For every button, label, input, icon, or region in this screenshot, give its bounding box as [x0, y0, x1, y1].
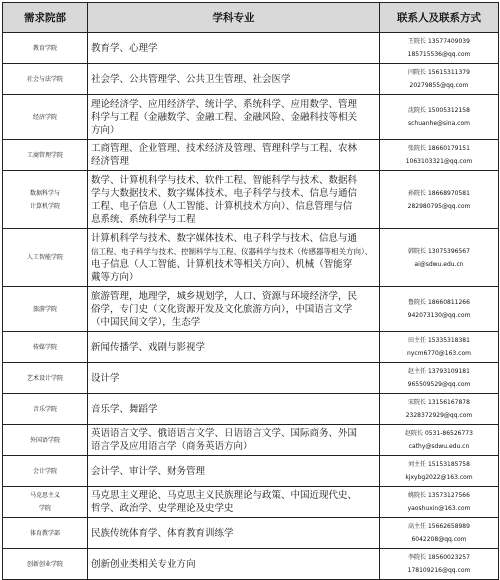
- table-row: [3, 287, 499, 332]
- contact-cell: [380, 287, 499, 332]
- discipline-line: 方向）: [91, 124, 120, 136]
- contact-cell: [380, 363, 499, 394]
- department-cell: [3, 549, 88, 580]
- discipline-cell: [88, 332, 380, 363]
- discipline-line: 息系统、系统科学与工程: [91, 213, 196, 225]
- contact-cell: [380, 140, 499, 171]
- department-cell: [3, 95, 88, 140]
- department-name-line: 人工智能学院: [26, 254, 63, 261]
- discipline-line: 会计学、审计学、财务管理: [91, 465, 206, 477]
- contact-cell: [380, 425, 499, 456]
- department-name-line: 工商管理学院: [26, 151, 63, 159]
- contact-email[interactable]: 178109216@qq.com: [407, 567, 471, 574]
- table-row: [3, 487, 499, 518]
- contact-cell: [380, 332, 499, 363]
- department-cell: [3, 363, 88, 394]
- table-row: [3, 33, 499, 64]
- contact-cell: [380, 33, 499, 64]
- contact-email[interactable]: 942073130@qq.com: [407, 312, 471, 319]
- department-name-line: 会计学院: [32, 467, 57, 475]
- department-cell: [3, 140, 88, 171]
- discipline-cell: [88, 171, 380, 229]
- department-cell: [3, 425, 88, 456]
- department-name-line: 数据科学与: [29, 189, 60, 197]
- contact-name-phone: 田主任 15335318381: [408, 337, 470, 344]
- table-row: [3, 363, 499, 394]
- discipline-line: 戴等方向）: [91, 271, 139, 283]
- discipline-line: 学与大数据技术、数字媒体技术、电子科学与技术、信息与通信: [91, 187, 358, 199]
- contact-email[interactable]: 20279855@qq.com: [409, 82, 469, 89]
- discipline-line: 理论经济学、应用经济学、统计学、系统科学、应用数学、管理: [91, 98, 358, 110]
- discipline-line: 哲学、政治学、史学理论及史学史: [91, 503, 234, 514]
- discipline-line: 新闻传播学、戏剧与影视学: [91, 341, 206, 353]
- contact-email[interactable]: 1063103321@qq.com: [405, 158, 473, 165]
- discipline-line: 经济管理: [91, 156, 130, 167]
- contact-email[interactable]: 282980795@qq.com: [407, 202, 471, 210]
- contact-name-phone: 孙院长 18668970581: [408, 189, 470, 197]
- discipline-cell: [88, 518, 380, 549]
- discipline-cell: [88, 140, 380, 171]
- discipline-line: 语言学及应用语言学（商务英语方向）: [91, 441, 253, 452]
- contact-email[interactable]: 185715536@qq.com: [407, 51, 471, 58]
- discipline-cell: [88, 363, 380, 394]
- table-row: [3, 425, 499, 456]
- discipline-cell: [88, 287, 380, 332]
- contact-name-phone: 张院长 18660179151: [408, 145, 470, 152]
- department-cell: [3, 518, 88, 549]
- contact-email[interactable]: ai@sdwu.edu.cn: [414, 260, 464, 268]
- header-department: 需求院部: [3, 3, 88, 33]
- department-cell: [3, 456, 88, 487]
- discipline-cell: [88, 229, 380, 287]
- table-row: [3, 229, 499, 287]
- discipline-line: 民族传统体育学、体育教育训练学: [91, 527, 234, 539]
- discipline-line: 英语语言文学、俄语语言文学、日语语言文学、国际商务、外国: [91, 428, 358, 439]
- discipline-line: 俗学，专门史（文化资源开发及文化旅游方向），中国语言文学: [91, 303, 353, 315]
- contact-name-phone: 赵主任 13793109181: [408, 368, 470, 375]
- table-header-row: [3, 3, 499, 33]
- contact-email[interactable]: 6042208@qq.com: [411, 536, 467, 543]
- discipline-line: 马克思主义理论、马克思主义民族理论与政策、中国近现代史、: [91, 490, 358, 501]
- department-cell: [3, 394, 88, 425]
- contact-name-phone: 刘主任 15153185758: [408, 461, 470, 468]
- department-name-line: 社会与法学院: [26, 75, 63, 83]
- recruitment-table: [2, 2, 499, 580]
- discipline-line: 信工程、电子科学与技术、控制科学与工程、仪器科学与技术（传感器等相关方向）、: [91, 246, 373, 256]
- discipline-line: 旅游管理，地理学，城乡规划学，人口、资源与环境经济学，民: [91, 290, 358, 302]
- discipline-line: （中国民间文学），生态学: [91, 316, 201, 328]
- discipline-line: 教育学、心理学: [91, 42, 158, 54]
- discipline-line: 工程、电子信息（人工智能、计算机技术方向）、信息管理与信: [91, 200, 353, 212]
- table-row: [3, 64, 499, 95]
- department-name-line: 外国语学院: [29, 436, 60, 444]
- discipline-line: 工商管理、企业管理、技术经济及管理、管理科学与工程、农林: [91, 143, 358, 154]
- contact-cell: [380, 64, 499, 95]
- discipline-line: 计算机科学与技术、数字媒体技术、电子科学与技术、信息与通: [91, 232, 358, 244]
- contact-cell: [380, 171, 499, 229]
- contact-email[interactable]: yaoshuxin@163.com: [407, 505, 471, 512]
- discipline-cell: [88, 394, 380, 425]
- discipline-cell: [88, 549, 380, 580]
- discipline-cell: [88, 95, 380, 140]
- contact-name-phone: 沈院长 15005312158: [408, 107, 470, 114]
- contact-name-phone: 韩院长 13075396567: [408, 247, 470, 255]
- contact-name-phone: 李院长 18560023257: [408, 554, 470, 561]
- discipline-line: 设计学: [91, 372, 120, 384]
- contact-cell: [380, 229, 499, 287]
- department-name-line: 计算机学院: [29, 202, 60, 210]
- discipline-line: 创新创业类相关专业方向: [91, 558, 196, 570]
- discipline-cell: [88, 456, 380, 487]
- department-name-line: 经济学院: [32, 113, 57, 121]
- department-cell: [3, 64, 88, 95]
- discipline-cell: [88, 425, 380, 456]
- table-row: [3, 456, 499, 487]
- contact-email[interactable]: cathy@sdwu.edu.cn: [408, 443, 470, 450]
- table-body: [3, 33, 499, 580]
- table-row: [3, 95, 499, 140]
- discipline-line: 科学与工程（金融数学、金融工程、金融风险、金融科技等相关: [91, 111, 358, 123]
- department-name-line: 教育学院: [32, 44, 57, 52]
- header-contact: 联系人及联系方式: [380, 3, 499, 33]
- table-row: [3, 140, 499, 171]
- department-name-line: 学院: [38, 505, 51, 512]
- contact-cell: [380, 487, 499, 518]
- table-row: [3, 549, 499, 580]
- contact-name-phone: 高主任 15662658989: [408, 523, 470, 530]
- table-row: [3, 332, 499, 363]
- department-name-line: 体育教学部: [29, 529, 60, 537]
- contact-name-phone: 姚院长 13573127566: [408, 492, 470, 499]
- discipline-cell: [88, 33, 380, 64]
- contact-email[interactable]: nycm6770@163.com: [407, 350, 471, 357]
- contact-name-phone: 宋院长 13156167878: [408, 399, 470, 406]
- contact-name-phone: 闫院长 15615311379: [408, 69, 470, 76]
- contact-email[interactable]: kjxybg2022@163.com: [405, 474, 473, 481]
- department-cell: [3, 171, 88, 229]
- contact-name-phone: 鲁院长 18660811266: [408, 299, 470, 306]
- contact-cell: [380, 518, 499, 549]
- department-cell: [3, 332, 88, 363]
- discipline-cell: [88, 487, 380, 518]
- department-name-line: 艺术设计学院: [26, 374, 63, 382]
- department-name-line: 传媒学院: [32, 343, 57, 351]
- department-name-line: 创新创业学院: [26, 560, 63, 568]
- contact-email[interactable]: 2328372929@qq.com: [405, 412, 473, 419]
- discipline-line: 音乐学、舞蹈学: [91, 403, 158, 415]
- contact-email[interactable]: schuanhe@sina.com: [408, 120, 470, 127]
- department-cell: [3, 33, 88, 64]
- discipline-line: 社会学、公共管理学、公共卫生管理、社会医学: [91, 73, 291, 85]
- discipline-cell: [88, 64, 380, 95]
- department-name-line: 马克思主义: [29, 492, 60, 499]
- table-row: [3, 394, 499, 425]
- discipline-line: 数学、计算机科学与技术、软件工程、智能科学与技术、数据科: [91, 174, 358, 186]
- discipline-line: 电子信息（人工智能、计算机技术等相关方向）、机械（智能穿: [91, 258, 353, 270]
- contact-cell: [380, 394, 499, 425]
- contact-cell: [380, 95, 499, 140]
- contact-cell: [380, 456, 499, 487]
- department-cell: [3, 287, 88, 332]
- department-cell: [3, 229, 88, 287]
- department-name-line: 旅游学院: [32, 305, 57, 313]
- table-row: [3, 171, 499, 229]
- contact-cell: [380, 549, 499, 580]
- header-discipline: 学科专业: [88, 3, 380, 33]
- department-cell: [3, 487, 88, 518]
- contact-name-phone: 赵院长 0531-86526773: [405, 430, 473, 437]
- department-name-line: 音乐学院: [32, 405, 57, 413]
- contact-name-phone: 王院长 13577409039: [408, 38, 470, 45]
- table-row: [3, 518, 499, 549]
- contact-email[interactable]: 965509529@qq.com: [407, 381, 471, 388]
